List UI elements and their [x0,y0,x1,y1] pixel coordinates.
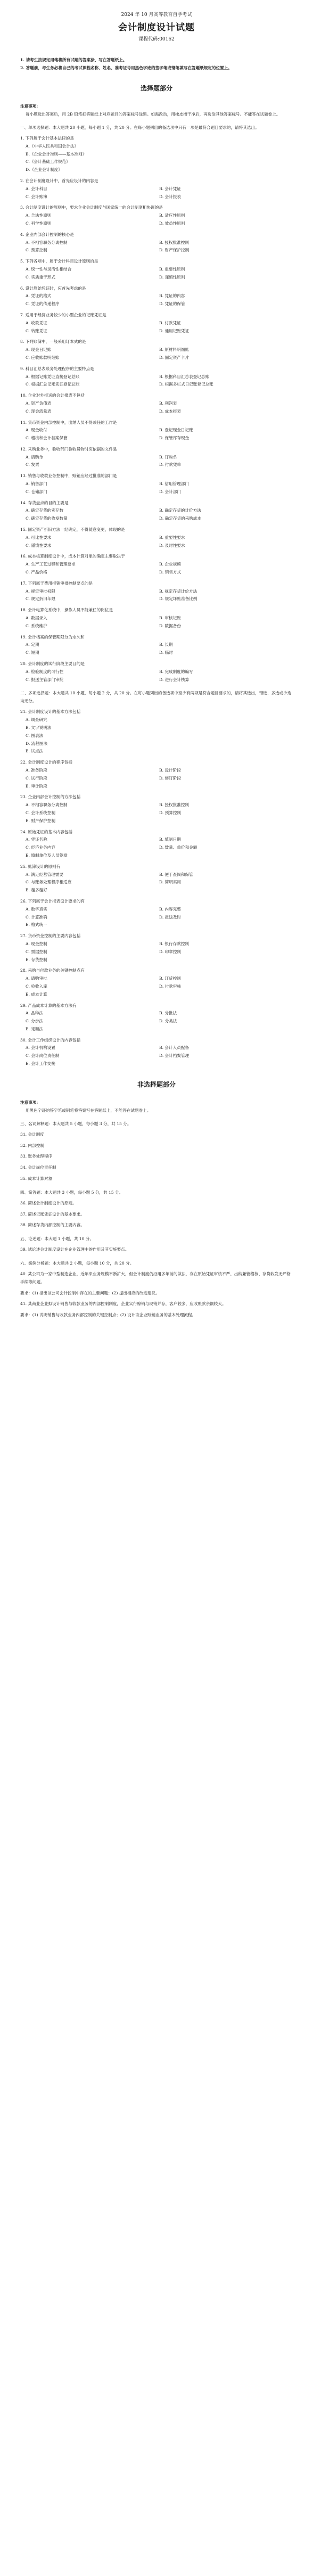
option-item: A. 合法性原则 [26,213,52,218]
question-stem: 27. 货币资金控制的主要内容包括 [20,933,81,939]
option-item: A. 现金控制 [26,941,47,946]
question-stem: 16. 成本核算制度设计中，成本计算对象的确定主要取决于 [20,554,125,559]
option-item: A. 可比性要求 [26,535,52,540]
option-item: A. 品种法 [26,1011,44,1016]
question-stem: 22. 会计制度设计的程序包括 [20,760,73,765]
option-item: C. 预算控制 [26,248,47,253]
question-stem: 26. 下列属于会计报表设计要求的有 [20,898,85,904]
option-item: C. 会计岗位责任制 [26,1053,60,1059]
question-stem: 23. 企业内部会计控制的方法包括 [20,794,81,800]
option-list [20,239,293,255]
option-item: A. 规定审批权限 [26,588,55,594]
option-item: A. 数字真实 [26,906,47,912]
option-list [20,185,293,201]
option-list [20,143,293,174]
option-list [20,871,293,895]
option-item: C. 经济业务内容 [26,845,55,850]
question-stem: 20. 会计制度的试行阶段主要目的是 [20,661,85,667]
option-item: B. 填制日期 [159,837,181,842]
sec2-heading: 二、多项选择题：本大题共 10 小题，每小题 2 分，共 20 分。在每小题列出的备选项中至少有两项是符合题目要求的，请将其选出，错选、多选或少选均无分。 [20,691,292,704]
question-item: 31. 会计制度 [20,1131,44,1137]
option-item: A. 资产负债表 [26,400,52,406]
option-item: B. 会计人员配备 [159,1045,189,1051]
option-item: C. 转账凭证 [26,328,47,333]
option-item: A. 现金日记账 [26,347,52,352]
course-code: 课程代码:00162 [138,37,175,42]
sec5-heading: 五、论述题：本大题 1 小题，共 10 分。 [20,1236,94,1242]
sec6-items [20,1270,293,1319]
question-item: 35. 成本计算对象 [20,1176,53,1182]
option-item: C. 会计系统控制 [26,810,55,815]
question-stem: 13. 销售与收款业务控制中，赊销应经过批准的部门是 [20,473,117,479]
option-item: D.《企业会计制度》 [26,167,62,173]
option-item: B. 审核记账 [159,616,181,621]
question-item: 36. 简述会计制度设计的原则。 [20,1200,77,1205]
option-item: D. 修订阶段 [159,775,182,781]
question-item: 39. 试论述会计制度设计在企业管理中的作用及其实施要点。 [20,1247,129,1252]
sec4-items [20,1200,293,1229]
question-stem: 6. 设计原始凭证时，应首先考虑的是 [20,285,86,291]
option-item: A.《中华人民共和国会计法》 [26,143,79,149]
option-item: A. 统一性与灵活性相结合 [26,266,72,272]
option-item: E. 财产保护控制 [26,818,55,823]
question-stem: 11. 货币资金内部控制中，出纳人员不得兼任的工作是 [20,420,117,425]
option-item: A. 会计科目 [26,186,47,191]
question-stem: 1. 下列属于会计基本法律的是 [20,136,74,141]
option-item: B. 订货控制 [159,976,181,981]
option-item: B. 重要性要求 [159,535,185,540]
option-item: C. 实质重于形式 [26,274,55,280]
option-item: C. 谨慎性要求 [26,543,52,548]
option-list [20,940,293,964]
option-item: B. 登记现金日记账 [159,428,193,433]
option-item: B. 确定存货的计价方法 [159,508,201,513]
option-item: D. 会计报表 [159,194,182,199]
option-item: E. 审计阶段 [26,783,47,789]
option-item: D. 保管库存现金 [159,436,190,441]
part2-title: 非选择题部分 [137,1080,176,1088]
option-item: D. 分类法 [159,1019,177,1024]
option-item: E. 试点法 [26,749,44,754]
question-stem: 3. 会计制度设计的原则中，要求企业会计制度与国家统一的会计制度相协调的是 [20,205,163,210]
option-item: A. 生产工艺过程和管理要求 [26,562,76,567]
option-item: E. 格式统一 [26,922,47,928]
option-item: C. 规定折旧年限 [26,596,55,602]
option-item: A. 调查研究 [26,717,47,723]
option-item: B. 银行存款控制 [159,941,189,946]
option-list [20,767,293,790]
option-item: A. 收款凭证 [26,320,47,325]
option-item: C. 现金流量表 [26,408,52,414]
option-item: B. 付款凭证 [159,320,181,325]
option-item: C. 报送主管部门审批 [26,677,64,682]
sec2-questions [20,708,293,1068]
option-item: C. 应收账款明细账 [26,355,60,360]
option-item: C.《会计基础工作规范》 [26,159,70,165]
option-item: B. 凭证的内容 [159,293,185,299]
option-item: B. 订购单 [159,454,177,460]
question-item: 38. 简述存货内部控制的主要内容。 [20,1223,85,1228]
option-item: D. 财产保护控制 [159,248,190,253]
option-item: A. 检验制度的可行性 [26,669,64,674]
option-item: D. 报送及时 [159,914,182,920]
question-stem: 15. 固定资产折旧方法一经确定，不得随意变更，体现的是 [20,527,125,532]
option-item: D. 临时 [159,650,173,655]
question-stem: 21. 会计制度设计的基本方法包括 [20,709,81,715]
option-item: D. 成本报表 [159,408,182,414]
option-item: C. 根据汇总记账凭证登记总账 [26,382,80,387]
option-item: D. 付款凭单 [159,462,182,467]
option-list [20,534,293,550]
option-item: A. 准备阶段 [26,767,47,773]
question-stem: 2. 在会计制度设计中，首先应设计的内容是 [20,178,98,183]
question-item: 41. 某商业企业拟设计销售与收款业务的内部控制制度，企业实行赊销与现销并存，客户较多，应收账款余额较大。 [20,1301,226,1307]
option-item: D. 固定资产卡片 [159,355,190,360]
option-item: A. 确定存货的实存数 [26,508,64,513]
part2-caution-text: 用黑色字迹的签字笔或钢笔将答案写在答题纸上，不能答在试题卷上。 [26,1107,151,1113]
option-item: E. 越多越好 [26,888,47,893]
question-stem: 12. 采购业务中，验收部门验收货物时应依据的文件是 [20,446,117,452]
option-item: B. 便于查阅和保管 [159,872,193,877]
sec6-heading: 六、案例分析题：本大题共 2 小题，每小题 10 分，共 20 分。 [20,1261,134,1266]
option-list [20,975,293,998]
option-list [20,668,293,684]
option-list [20,1044,293,1068]
question-stem: 29. 产品成本计算的基本方法有 [20,1003,77,1008]
question-stem: 8. 下列账簿中，一般采用订本式的是 [20,339,86,344]
option-item: D. 付款审核 [159,983,182,989]
question-stem: 7. 适用于经济业务较少的小型企业的记账凭证是 [20,312,106,317]
question-item: 34. 会计岗位责任制 [20,1165,56,1170]
sec3-heading: 三、名词解释题：本大题共 5 小题，每小题 3 分，共 15 分。 [20,1121,131,1126]
exam-line: 2024 年 10 月高等教育自学考试 [121,12,192,18]
option-item: A. 凭证的格式 [26,293,52,299]
part1-caution-title: 注意事项: [20,104,38,109]
option-list [20,373,293,389]
option-item: A. 请购单 [26,454,44,460]
option-item: A. 销售部门 [26,481,47,487]
option-list [20,426,293,442]
question-stem: 17. 下列属于费用报销审批控制要点的是 [20,580,93,586]
option-item: D. 数据备份 [159,623,182,628]
option-list [20,507,293,523]
option-item: A. 根据记账凭证直接登记总账 [26,374,80,379]
option-item: E. 填制单位及人员签章 [26,852,68,858]
option-item: B. 授权批准控制 [159,240,189,245]
question-stem: 25. 账簿设计的原则有 [20,864,61,869]
option-item: A. 数据录入 [26,616,47,621]
option-item: B. 根据科目汇总表登记总账 [159,374,209,379]
sec1-heading: 一、单项选择题：本大题共 20 小题，每小题 1 分，共 20 分。在每小题列出的备选项中只有一项是最符合题目要求的，请将其选出。 [20,125,259,130]
sec3-items [20,1131,293,1183]
option-list [20,319,293,335]
option-item: C. 发票 [26,462,39,467]
option-item: D. 会计档案管理 [159,1053,190,1059]
sec5-items [20,1246,293,1254]
question-item: 40. 某公司为一家中型制造企业，近年来业务规模不断扩大，但会计制度仍沿用多年前的做法，存在原始凭证审核不严、出纳兼管稽核、存货收发无严格手续等问题。 [20,1271,291,1284]
option-item: C. 稽核和会计档案保管 [26,436,68,441]
option-item: C. 确定存货的收发数量 [26,516,68,521]
option-list [20,212,293,228]
page-title: 会计制度设计试题 [118,22,195,33]
option-item: A. 不相容职务分离控制 [26,240,68,245]
option-list [20,454,293,470]
option-item: A. 凭证名称 [26,837,47,842]
option-item: C. 试行阶段 [26,775,47,781]
option-list [20,292,293,308]
question-item: 33. 账务处理程序 [20,1154,53,1159]
question-stem: 30. 会计工作组织设计的内容包括 [20,1037,81,1043]
option-list [20,346,293,362]
option-item: C. 短期 [26,650,39,655]
option-list [20,561,293,577]
option-item: D. 数量、单价和金额 [159,845,197,850]
question-stem: 10. 企业对外报送的会计报表不包括 [20,393,85,398]
option-item: C. 与账务处理程序相适应 [26,880,72,885]
option-item: A. 会计机构设置 [26,1045,55,1051]
option-item: B. 企业规模 [159,562,181,567]
option-item: B. 长期 [159,642,173,647]
option-item: E. 定额法 [26,1026,44,1031]
option-item: A. 现金收付 [26,428,47,433]
option-item: B. 分批法 [159,1011,177,1016]
option-item: A. 定期 [26,642,39,647]
question-item: 要求：(1) 说明销售与收款业务内部控制的关键控制点；(2) 设计该企业赊销业务的基本处理流程。 [20,1312,196,1318]
option-item: B. 完成制度的编写 [159,669,193,674]
option-item: B. 信用管理部门 [159,481,189,487]
question-stem: 5. 下列各项中，属于会计科目设计原则的是 [20,259,98,264]
option-list [20,801,293,825]
option-item: D. 印章控制 [159,949,182,954]
option-item: D. 进行会计核算 [159,677,190,682]
option-item: D. 预算控制 [159,810,182,815]
question-item: 要求：(1) 指出该公司会计控制中存在的主要问题；(2) 提出相应的改进建议。 [20,1290,160,1295]
option-item: D. 流程图法 [26,741,48,746]
option-item: D. 简明实用 [159,880,182,885]
option-item: C. 分步法 [26,1019,44,1024]
option-item: D. 及时性要求 [159,543,185,548]
option-item: D. 凭证的保管 [159,301,185,307]
question-stem: 19. 会计档案的保管期限分为永久和 [20,634,85,639]
option-item: D. 效益性原则 [159,220,185,226]
option-list [20,1010,293,1033]
option-item: D. 根据多栏式日记账登记总账 [159,382,213,387]
option-list [20,716,293,756]
option-item: C. 科学性原则 [26,220,52,226]
note-1: 1. 请考生按规定用笔将所有试题的答案涂、写在答题纸上。 [20,58,127,62]
part1-caution-text: 每小题选出答案后，用 2B 铅笔把答题纸上对应题目的答案标号涂黑。如需改动，用橡皮擦干净后，再选涂其他答案标号。不能答在试题卷上。 [26,112,281,117]
option-item: D. 会计部门 [159,489,182,494]
option-item: D. 通用记账凭证 [159,328,190,333]
option-item: B. 内容完整 [159,906,181,912]
option-item: C. 验收入库 [26,983,47,989]
part2-caution-title: 注意事项: [20,1100,38,1105]
sec4-heading: 四、简答题：本大题共 3 小题，每小题 5 分，共 15 分。 [20,1189,123,1195]
option-item: A. 请购审批 [26,976,47,981]
option-list [20,906,293,929]
option-item: C. 凭证的传递程序 [26,301,60,307]
option-item: A. 满足经营管理需要 [26,872,64,877]
option-item: D. 规定坏账准备比例 [159,596,197,602]
option-item: C. 图表法 [26,733,44,738]
option-item: B.《企业会计准则——基本准则》 [26,151,87,157]
option-item: C. 计算准确 [26,914,47,920]
option-item: C. 仓储部门 [26,489,47,494]
question-item: 37. 简述记账凭证设计的基本要求。 [20,1211,85,1217]
option-item: E. 存货控制 [26,957,47,962]
note-2: 2. 答题前，考生务必将自己的考试课程名称、姓名、准考证号用黑色字迹的签字笔或钢笔填写在答题纸规定的位置上。 [20,65,232,70]
option-list [20,836,293,859]
question-stem: 24. 原始凭证的基本内容包括 [20,829,73,834]
option-item: B. 利润表 [159,400,177,406]
option-item: C. 票据控制 [26,949,47,954]
question-stem: 18. 会计电算化系统中，操作人员不能兼任的岗位是 [20,608,113,613]
option-item: B. 适应性原则 [159,213,185,218]
option-list [20,588,293,604]
option-item: B. 原材料明细账 [159,347,189,352]
option-item: B. 重要性原则 [159,266,185,272]
option-item: D. 确定存货的采购成本 [159,516,201,521]
question-stem: 28. 采购与付款业务的关键控制点有 [20,968,85,973]
option-item: E. 成本计算 [26,991,47,997]
part1-title: 选择题部分 [140,85,172,92]
question-item: 32. 内部控制 [20,1143,44,1148]
option-item: A. 不相容职务分离控制 [26,802,68,808]
option-item: D. 销售方式 [159,570,182,575]
option-list [20,614,293,630]
question-stem: 9. 科目汇总表账务处理程序的主要特点是 [20,366,94,371]
option-item: E. 会计工作交接 [26,1061,55,1067]
option-item: B. 文字说明法 [26,725,52,730]
option-list [20,480,293,496]
question-stem: 14. 存货盘点的目的主要是 [20,500,69,505]
option-item: B. 授权批准控制 [159,802,189,808]
option-item: C. 系统维护 [26,623,47,628]
option-list [20,266,293,282]
question-stem: 4. 企业内部会计控制的核心是 [20,232,74,237]
option-list [20,641,293,657]
option-list [20,400,293,416]
option-item: B. 规定存货计价方法 [159,588,197,594]
sec1-questions [20,135,293,684]
option-item: B. 设计阶段 [159,767,181,773]
option-item: D. 谨慎性原则 [159,274,185,280]
option-item: C. 产品价格 [26,570,47,575]
option-item: C. 会计账簿 [26,194,47,199]
option-item: B. 会计凭证 [159,186,181,191]
